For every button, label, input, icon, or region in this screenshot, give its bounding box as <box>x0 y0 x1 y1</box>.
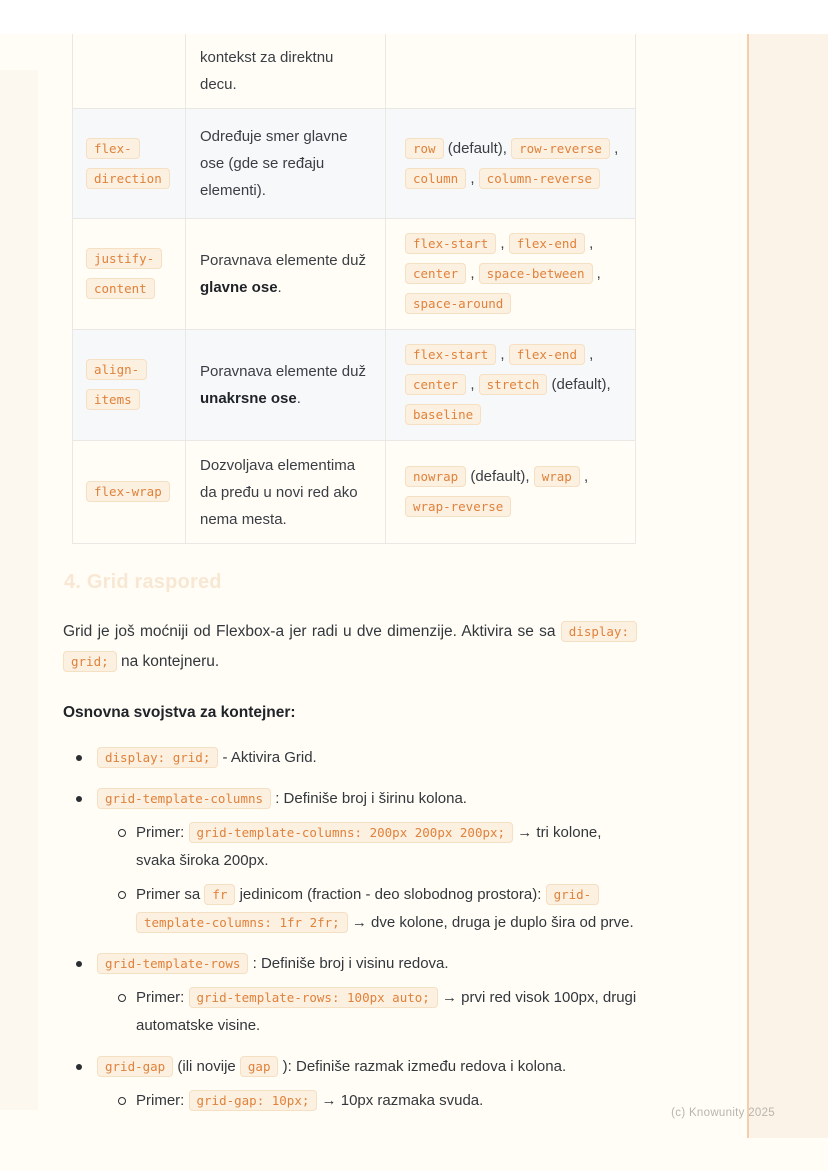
property-cell <box>73 441 186 544</box>
sub-list-item-text: Primer sa fr jedinicom (fraction - deo slobodnog prostora): grid-template-columns: 1fr 2fr; → dve kolone, druga je duplo šira od prve. <box>136 886 634 931</box>
description-text: Poravnava elemente duž unakrsne ose. <box>200 363 366 407</box>
bullet-icon <box>76 796 82 802</box>
code-chip: grid-template-rows: 100px auto; <box>189 987 438 1008</box>
values-cell <box>386 109 636 219</box>
bullet-icon <box>76 755 82 761</box>
code-chip: baseline <box>405 404 481 425</box>
code-chip: column-reverse <box>479 168 600 189</box>
sub-list-item-text: Primer: grid-template-rows: 100px auto; → prvi red visok 100px, drugi automatske visine. <box>136 989 637 1034</box>
values-text: row (default), row-reverse , column , column-reverse <box>405 140 618 187</box>
code-chip: fr <box>204 884 235 905</box>
code-chip: display: grid; <box>97 747 218 768</box>
code-chip: flex-end <box>509 233 585 254</box>
sub-list-item <box>97 1087 637 1115</box>
description-cell <box>186 330 386 441</box>
list-item <box>63 785 637 937</box>
sub-list-item <box>97 819 637 875</box>
page-fold-line <box>747 34 749 1138</box>
code-chip: flex-direction <box>86 138 170 189</box>
copyright-notice: (c) Knowunity 2025 <box>671 1107 775 1119</box>
code-chip: center <box>405 374 466 395</box>
values-text: flex-start , flex-end , center , stretch (default), baseline <box>405 346 611 423</box>
table-row <box>73 109 636 219</box>
bullet-icon <box>76 961 82 967</box>
code-chip: grid-gap: 10px; <box>189 1090 318 1111</box>
code-chip: gap <box>240 1056 279 1077</box>
page-edge-strip <box>749 34 828 1138</box>
code-chip: align-items <box>86 359 147 410</box>
code-chip: grid-template-columns: 1fr 2fr; <box>136 884 599 933</box>
circle-bullet-icon <box>118 994 126 1002</box>
sub-list-item-text: Primer: grid-gap: 10px; → 10px razmaka svuda. <box>136 1092 484 1109</box>
list-item <box>63 744 637 772</box>
code-chip: column <box>405 168 466 189</box>
values-cell <box>386 219 636 330</box>
description-cell <box>186 219 386 330</box>
code-chip: nowrap <box>405 466 466 487</box>
circle-bullet-icon <box>118 829 126 837</box>
page-left-edge <box>0 70 38 1110</box>
sub-list-item <box>97 984 637 1040</box>
circle-bullet-icon <box>118 891 126 899</box>
document-content <box>63 34 637 1115</box>
description-cell <box>186 441 386 544</box>
code-chip: space-between <box>479 263 593 284</box>
table-row <box>73 330 636 441</box>
description-text: Određuje smer glavne ose (gde se ređaju elementi). <box>200 128 348 199</box>
list-item-text: display: grid; - Aktivira Grid. <box>97 744 637 772</box>
list-item-text: grid-template-rows : Definiše broj i visinu redova. <box>97 950 637 978</box>
values-text: nowrap (default), wrap , wrap-reverse <box>405 468 588 515</box>
list-item <box>63 950 637 1040</box>
list-item-text: grid-gap (ili novije gap ): Definiše razmak između redova i kolona. <box>97 1053 637 1081</box>
code-chip: grid-template-columns: 200px 200px 200px; <box>189 822 514 843</box>
property-cell <box>73 330 186 441</box>
code-chip: stretch <box>479 374 548 395</box>
code-chip: flex-end <box>509 344 585 365</box>
values-text: flex-start , flex-end , center , space-between , space-around <box>405 235 601 312</box>
property-cell <box>73 219 186 330</box>
property-cell <box>73 34 186 109</box>
flex-properties-table <box>72 34 636 544</box>
list-item-text: grid-template-columns : Definiše broj i širinu kolona. <box>97 785 637 813</box>
code-chip: grid-template-columns <box>97 788 271 809</box>
values-cell <box>386 441 636 544</box>
code-chip: justify-content <box>86 248 162 299</box>
intro-paragraph: Grid je još moćniji od Flexbox-a jer radi u dve dimenzije. Aktivira se sa display: grid; na kontejneru. <box>63 617 637 677</box>
sub-list-item-text: Primer: grid-template-columns: 200px 200px 200px; → tri kolone, svaka široka 200px. <box>136 824 602 869</box>
values-cell <box>386 330 636 441</box>
code-chip: flex-start <box>405 344 496 365</box>
code-chip: row <box>405 138 444 159</box>
description-cell <box>186 34 386 109</box>
code-chip: wrap-reverse <box>405 496 511 517</box>
description-text: Dozvoljava elementima da pređu u novi red ako nema mesta. <box>200 456 358 528</box>
table-row <box>73 441 636 544</box>
code-chip: center <box>405 263 466 284</box>
container-properties-heading: Osnovna svojstva za kontejner: <box>63 704 296 721</box>
code-chip: row-reverse <box>511 138 610 159</box>
code-chip: grid-template-rows <box>97 953 248 974</box>
table-row <box>73 34 636 109</box>
grid-properties-list <box>63 744 637 1115</box>
code-chip: wrap <box>534 466 580 487</box>
sub-list-item <box>97 881 637 937</box>
description-text: kontekst za direktnu decu. <box>200 49 334 93</box>
code-chip: flex-wrap <box>86 481 170 502</box>
code-chip: flex-start <box>405 233 496 254</box>
table-row <box>73 219 636 330</box>
code-chip: display: grid; <box>63 621 637 672</box>
values-cell <box>386 34 636 109</box>
description-cell <box>186 109 386 219</box>
circle-bullet-icon <box>118 1097 126 1105</box>
code-chip: space-around <box>405 293 511 314</box>
section-heading: 4. Grid raspored <box>64 571 222 593</box>
bullet-icon <box>76 1064 82 1070</box>
property-cell <box>73 109 186 219</box>
list-item <box>63 1053 637 1115</box>
description-text: Poravnava elemente duž glavne ose. <box>200 252 366 296</box>
code-chip: grid-gap <box>97 1056 173 1077</box>
